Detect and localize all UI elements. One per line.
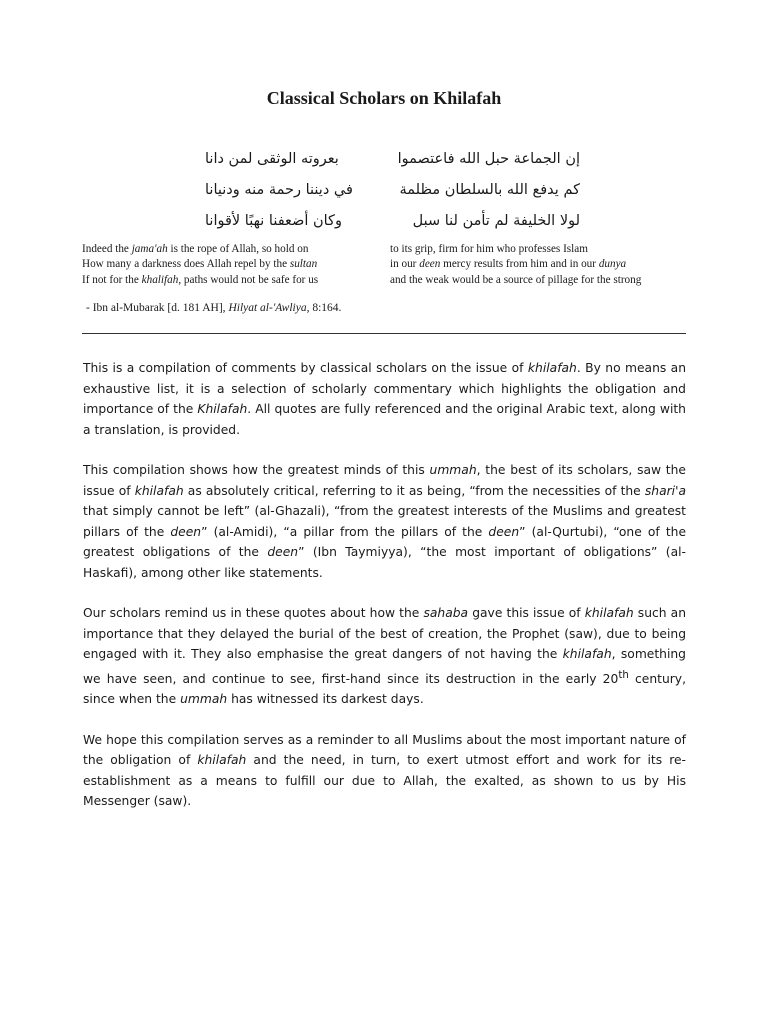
translation-line (82, 257, 702, 272)
page-title: Classical Scholars on Khilafah (266, 88, 502, 108)
translation-left: If not for the khalifah, paths would not be safe for us (82, 273, 319, 286)
arabic-verse (205, 144, 580, 175)
section-divider (82, 333, 686, 334)
intro-paragraph: We hope this compilation serves as a reminder to all Muslims about the most important nature of the obligation of khilafah and the need, in turn, to exert utmost effort and work for its re-establishment as a means to fulfill our due to Allah, the exalted, as shown to us by His Messenger (saw). (83, 732, 686, 809)
introduction-body (83, 358, 686, 832)
translation-line (82, 242, 702, 257)
translation-right: in our deen mercy results from him and in our dunya (390, 258, 627, 271)
translation-left: Indeed the jama'ah is the rope of Allah, so hold on (82, 243, 309, 255)
translation-line (82, 273, 702, 288)
poem-citation: - Ibn al-Mubarak [d. 181 AH], Hilyat al-'Awliya, 8:164. (86, 302, 342, 314)
arabic-hemistich: إن الجماعة حبل الله فاعتصموا (397, 151, 580, 167)
intro-paragraph: Our scholars remind us in these quotes about how the sahaba gave this issue of khilafah such an importance that they delayed the burial of the best of creation, the Prophet (saw), due to being engaged with it. They also emphasise the great dangers of not having the khilafah, something we have seen, and continue to see, first-hand since its destruction in the early 20th century, since when the ummah has witnessed its darkest days. (83, 606, 687, 707)
arabic-hemistich: بعروته الوثقى لمن دانا (205, 151, 339, 167)
intro-paragraph: This is a compilation of comments by classical scholars on the issue of khilafah. By no means an exhaustive list, it is a selection of scholarly commentary which highlights the obligation and importance of the Khilafah. All quotes are fully referenced and the original Arabic text, along with a translation, is provided. (83, 361, 686, 437)
intro-paragraph: This compilation shows how the greatest minds of this ummah, the best of its scholars, saw the issue of khilafah as absolutely critical, referring to it as being, “from the necessities of the shari'a that simply cannot be left” (al-Ghazali), “from the greatest interests of the Muslims and greatest pillars of the deen” (al-Amidi), “a pillar from the pillars of the deen” (al-Qurtubi), “one of the greatest obligations of the deen” (Ibn Taymiyya), “the most important of obligations” (al-Haskafi), among other like statements. (83, 463, 687, 580)
arabic-verse (205, 206, 580, 237)
arabic-hemistich: كم يدفع الله بالسلطان مظلمة (399, 182, 580, 198)
translation-left: How many a darkness does Allah repel by the sultan (82, 258, 318, 271)
arabic-hemistich: وكان أضعفنا نهبًا لأقوانا (205, 213, 342, 229)
arabic-poem (205, 144, 580, 237)
poem-translation (82, 242, 702, 288)
arabic-hemistich: لولا الخليفة لم تأمن لنا سبل (412, 213, 580, 229)
arabic-verse (205, 175, 580, 206)
translation-right: to its grip, firm for him who professes Islam (390, 243, 588, 255)
translation-right: and the weak would be a source of pillage for the strong (390, 273, 642, 286)
arabic-hemistich: في ديننا رحمة منه ودنيانا (205, 182, 353, 198)
